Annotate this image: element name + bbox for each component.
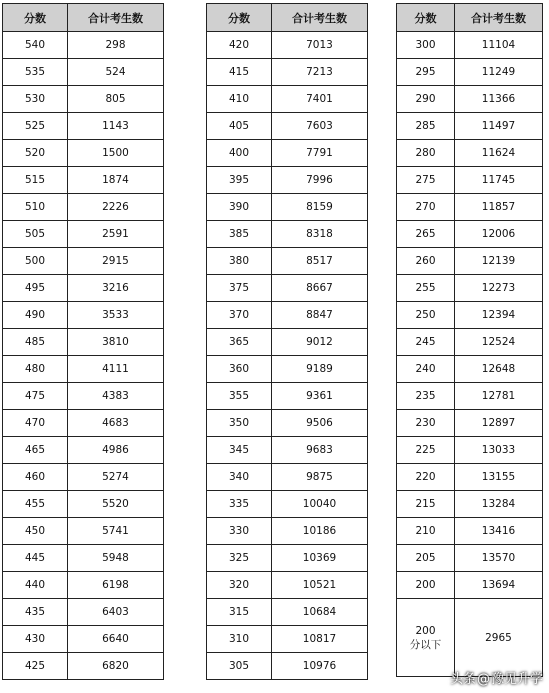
watermark-account: 豫见升学: [490, 672, 543, 687]
score-cell: 480: [3, 356, 68, 383]
count-cell: 11366: [455, 86, 543, 113]
count-cell: 7213: [272, 59, 368, 86]
table-row: [397, 410, 543, 437]
score-cell: 345: [207, 437, 272, 464]
table-row-below-200: [397, 599, 543, 677]
score-cell: 540: [3, 32, 68, 59]
count-cell: 4111: [68, 356, 164, 383]
table-row: [207, 329, 368, 356]
table-row: [3, 248, 164, 275]
score-cell: 240: [397, 356, 455, 383]
score-cell: 390: [207, 194, 272, 221]
count-cell: 9012: [272, 329, 368, 356]
score-cell: 320: [207, 572, 272, 599]
count-cell: 9875: [272, 464, 368, 491]
count-cell: 12648: [455, 356, 543, 383]
table-row: [207, 248, 368, 275]
table-row: [207, 221, 368, 248]
count-cell: 10521: [272, 572, 368, 599]
score-cell: 285: [397, 113, 455, 140]
score-cell: [397, 599, 455, 677]
count-cell: 8847: [272, 302, 368, 329]
score-cell: 200: [397, 572, 455, 599]
score-cell: 450: [3, 518, 68, 545]
count-cell: 10186: [272, 518, 368, 545]
score-cell: 355: [207, 383, 272, 410]
table-row: [207, 59, 368, 86]
table-row: [397, 464, 543, 491]
table-row: [397, 140, 543, 167]
table-row: [207, 653, 368, 680]
table-row: [397, 356, 543, 383]
count-cell: 5948: [68, 545, 164, 572]
score-cell: 495: [3, 275, 68, 302]
table-row: [3, 626, 164, 653]
score-cell: 380: [207, 248, 272, 275]
table-row: [3, 572, 164, 599]
count-cell: 13416: [455, 518, 543, 545]
count-cell: 12781: [455, 383, 543, 410]
score-cell: 465: [3, 437, 68, 464]
table-row: [207, 383, 368, 410]
table-row: [207, 140, 368, 167]
count-cell: 7401: [272, 86, 368, 113]
score-cell: 435: [3, 599, 68, 626]
score-cell: 290: [397, 86, 455, 113]
count-column-header: 合计考生数: [272, 4, 368, 32]
table-row: [3, 545, 164, 572]
table-row: [207, 356, 368, 383]
table-row: [3, 86, 164, 113]
table-row: [397, 545, 543, 572]
table-row: [3, 194, 164, 221]
table-header-row: [207, 4, 368, 32]
count-cell: 3533: [68, 302, 164, 329]
count-cell: 11104: [455, 32, 543, 59]
score-cell: 220: [397, 464, 455, 491]
count-cell: 1874: [68, 167, 164, 194]
count-cell: 4683: [68, 410, 164, 437]
score-cell: 505: [3, 221, 68, 248]
count-cell: 2965: [455, 599, 543, 677]
table-header-row: [397, 4, 543, 32]
score-cell: 415: [207, 59, 272, 86]
table-row: [397, 194, 543, 221]
score-cell: 310: [207, 626, 272, 653]
count-column-header: 合计考生数: [68, 4, 164, 32]
score-table-2: [206, 3, 368, 680]
watermark: [450, 668, 543, 687]
count-cell: 6198: [68, 572, 164, 599]
score-cell: 230: [397, 410, 455, 437]
table-row: [3, 167, 164, 194]
score-cell: 235: [397, 383, 455, 410]
count-cell: 12139: [455, 248, 543, 275]
score-cell: 455: [3, 491, 68, 518]
table-row: [397, 302, 543, 329]
score-cell: 395: [207, 167, 272, 194]
table-row: [3, 140, 164, 167]
count-cell: 524: [68, 59, 164, 86]
count-cell: 4383: [68, 383, 164, 410]
table-row: [3, 59, 164, 86]
count-cell: 11497: [455, 113, 543, 140]
score-cell: 485: [3, 329, 68, 356]
count-cell: 7013: [272, 32, 368, 59]
table-row: [397, 221, 543, 248]
table-row: [397, 248, 543, 275]
count-cell: 1500: [68, 140, 164, 167]
score-cell: 420: [207, 32, 272, 59]
score-cell: 365: [207, 329, 272, 356]
count-cell: 6820: [68, 653, 164, 680]
count-cell: 7791: [272, 140, 368, 167]
table-row: [3, 437, 164, 464]
score-cell: 375: [207, 275, 272, 302]
table-row: [3, 464, 164, 491]
score-cell: 360: [207, 356, 272, 383]
table-row: [207, 437, 368, 464]
score-cell: 255: [397, 275, 455, 302]
table-row: [397, 167, 543, 194]
table-row: [207, 32, 368, 59]
table-row: [397, 32, 543, 59]
table-row: [397, 437, 543, 464]
count-cell: 3810: [68, 329, 164, 356]
table-row: [397, 113, 543, 140]
score-cell: 425: [3, 653, 68, 680]
score-cell: 445: [3, 545, 68, 572]
score-cell: 340: [207, 464, 272, 491]
table-row: [207, 464, 368, 491]
table-row: [3, 491, 164, 518]
table-row: [3, 518, 164, 545]
table-row: [207, 518, 368, 545]
score-cell: 245: [397, 329, 455, 356]
count-cell: 6640: [68, 626, 164, 653]
score-cell: 400: [207, 140, 272, 167]
table-row: [3, 383, 164, 410]
count-cell: 8318: [272, 221, 368, 248]
count-cell: 12006: [455, 221, 543, 248]
score-cell: 500: [3, 248, 68, 275]
count-cell: 9361: [272, 383, 368, 410]
count-cell: 12897: [455, 410, 543, 437]
count-cell: 9189: [272, 356, 368, 383]
score-cell: 430: [3, 626, 68, 653]
count-cell: 5741: [68, 518, 164, 545]
score-cell: 385: [207, 221, 272, 248]
count-column-header: 合计考生数: [455, 4, 543, 32]
score-cell: 530: [3, 86, 68, 113]
score-cell: 475: [3, 383, 68, 410]
count-cell: 7603: [272, 113, 368, 140]
score-cell: 350: [207, 410, 272, 437]
score-cell: 250: [397, 302, 455, 329]
count-cell: 12273: [455, 275, 543, 302]
table-row: [3, 599, 164, 626]
table-row: [207, 572, 368, 599]
score-table-1: [2, 3, 164, 680]
score-cell: 405: [207, 113, 272, 140]
score-cell: 370: [207, 302, 272, 329]
score-cell: 460: [3, 464, 68, 491]
score-cell: 265: [397, 221, 455, 248]
score-cell: 330: [207, 518, 272, 545]
table-row: [397, 518, 543, 545]
score-column-header: 分数: [397, 4, 455, 32]
table-row: [397, 59, 543, 86]
table-row: [3, 653, 164, 680]
count-cell: 10684: [272, 599, 368, 626]
count-cell: 11857: [455, 194, 543, 221]
count-cell: 11249: [455, 59, 543, 86]
table-header-row: [3, 4, 164, 32]
table-row: [3, 221, 164, 248]
table-row: [207, 302, 368, 329]
table-row: [397, 275, 543, 302]
score-cell: 410: [207, 86, 272, 113]
count-cell: 8517: [272, 248, 368, 275]
score-cell: 510: [3, 194, 68, 221]
table-row: [207, 599, 368, 626]
score-cell: 300: [397, 32, 455, 59]
table-row: [397, 329, 543, 356]
table-row: [3, 275, 164, 302]
score-cell: 215: [397, 491, 455, 518]
count-cell: 10369: [272, 545, 368, 572]
score-cell: 305: [207, 653, 272, 680]
count-cell: 12394: [455, 302, 543, 329]
score-cell: 325: [207, 545, 272, 572]
table-row: [3, 329, 164, 356]
count-cell: 9506: [272, 410, 368, 437]
count-cell: 11624: [455, 140, 543, 167]
watermark-at: @: [476, 672, 490, 687]
count-cell: 2226: [68, 194, 164, 221]
count-cell: 12524: [455, 329, 543, 356]
count-cell: 298: [68, 32, 164, 59]
count-cell: 13570: [455, 545, 543, 572]
score-cell: 515: [3, 167, 68, 194]
table-row: [207, 410, 368, 437]
count-cell: 3216: [68, 275, 164, 302]
count-cell: 13033: [455, 437, 543, 464]
score-cell: 295: [397, 59, 455, 86]
table-row: [397, 86, 543, 113]
table-row: [3, 356, 164, 383]
count-cell: 4986: [68, 437, 164, 464]
score-cell: 270: [397, 194, 455, 221]
count-cell: 5520: [68, 491, 164, 518]
count-cell: 6403: [68, 599, 164, 626]
table-row: [397, 383, 543, 410]
table-row: [3, 32, 164, 59]
score-cell: 535: [3, 59, 68, 86]
table-row: [207, 275, 368, 302]
table-row: [207, 167, 368, 194]
table-row: [207, 545, 368, 572]
table-row: [207, 113, 368, 140]
count-cell: 7996: [272, 167, 368, 194]
score-cell: 275: [397, 167, 455, 194]
score-cell: 335: [207, 491, 272, 518]
score-table-3: [396, 3, 543, 677]
count-cell: 10976: [272, 653, 368, 680]
count-cell: 5274: [68, 464, 164, 491]
count-cell: 13284: [455, 491, 543, 518]
score-line-2: 分以下: [409, 638, 442, 651]
count-cell: 2591: [68, 221, 164, 248]
score-cell: 490: [3, 302, 68, 329]
score-cell: 315: [207, 599, 272, 626]
score-column-header: 分数: [3, 4, 68, 32]
table-row: [207, 86, 368, 113]
score-cell: 440: [3, 572, 68, 599]
score-column-header: 分数: [207, 4, 272, 32]
score-cell: 260: [397, 248, 455, 275]
score-cell: 225: [397, 437, 455, 464]
table-row: [207, 491, 368, 518]
count-cell: 9683: [272, 437, 368, 464]
score-line-1: 200: [415, 624, 436, 637]
table-row: [397, 572, 543, 599]
count-cell: 2915: [68, 248, 164, 275]
count-cell: 13155: [455, 464, 543, 491]
table-row: [3, 302, 164, 329]
count-cell: 10040: [272, 491, 368, 518]
table-row: [207, 626, 368, 653]
score-cell: 525: [3, 113, 68, 140]
count-cell: 8667: [272, 275, 368, 302]
score-cell: 470: [3, 410, 68, 437]
score-cell: 205: [397, 545, 455, 572]
count-cell: 10817: [272, 626, 368, 653]
table-row: [207, 194, 368, 221]
count-cell: 8159: [272, 194, 368, 221]
score-cell: 210: [397, 518, 455, 545]
table-row: [397, 491, 543, 518]
count-cell: 13694: [455, 572, 543, 599]
count-cell: 805: [68, 86, 164, 113]
watermark-source: 头条: [449, 672, 476, 687]
table-row: [3, 113, 164, 140]
count-cell: 1143: [68, 113, 164, 140]
score-cell: 280: [397, 140, 455, 167]
table-row: [3, 410, 164, 437]
score-cell: 520: [3, 140, 68, 167]
count-cell: 11745: [455, 167, 543, 194]
